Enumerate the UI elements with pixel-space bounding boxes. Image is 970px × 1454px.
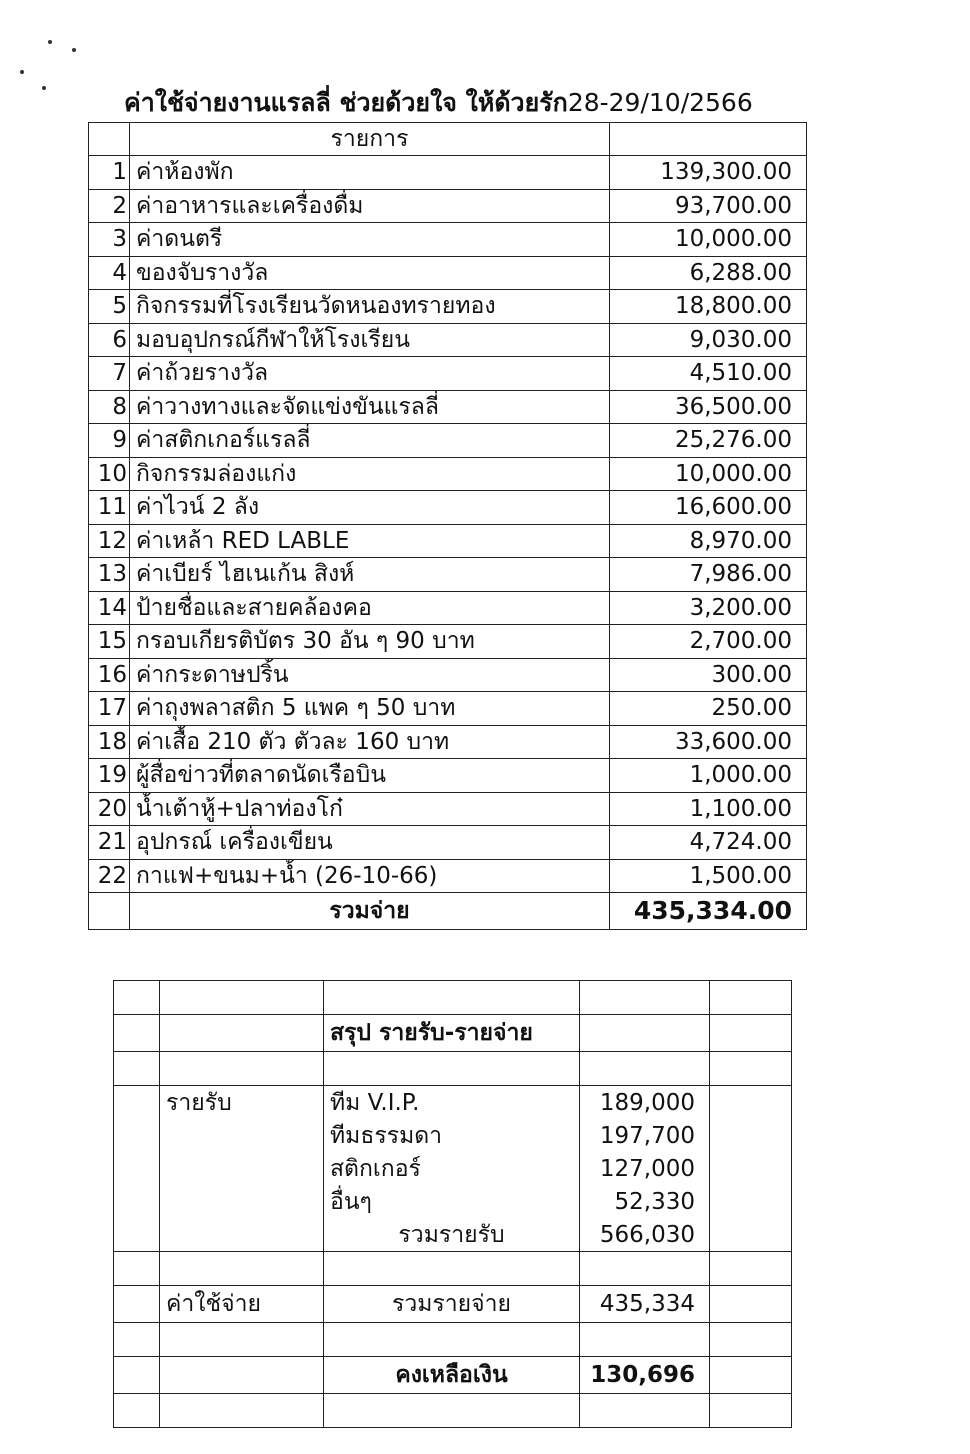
balance-label: คงเหลือเงิน <box>324 1357 580 1394</box>
expense-amount-cell: 18,800.00 <box>610 290 807 324</box>
expense-row <box>89 826 807 860</box>
expense-amount-cell: 25,276.00 <box>610 424 807 458</box>
expense-amount-cell: 33,600.00 <box>610 725 807 759</box>
total-label: รวมจ่าย <box>130 893 610 930</box>
income-row <box>114 1152 792 1185</box>
expense-amount-cell: 250.00 <box>610 692 807 726</box>
expense-row <box>89 223 807 257</box>
expense-row <box>89 859 807 893</box>
expense-row <box>89 658 807 692</box>
total-amount: 435,334.00 <box>610 893 807 930</box>
expense-row <box>89 189 807 223</box>
income-total-row <box>114 1218 792 1252</box>
summary-title-row <box>114 1015 792 1052</box>
expense-amount-cell: 300.00 <box>610 658 807 692</box>
expense-row <box>89 256 807 290</box>
expense-desc-cell: ค่าเสื้อ 210 ตัว ตัวละ 160 บาท <box>130 725 610 759</box>
expense-no-cell: 18 <box>89 725 130 759</box>
expense-header-row <box>89 123 807 156</box>
expense-no-cell: 3 <box>89 223 130 257</box>
expense-no-cell: 15 <box>89 625 130 659</box>
summary-blank-row <box>114 1323 792 1357</box>
expense-desc-cell: กิจกรรมที่โรงเรียนวัดหนองทรายทอง <box>130 290 610 324</box>
expense-row <box>89 524 807 558</box>
expense-row <box>89 759 807 793</box>
balance-amount: 130,696 <box>580 1357 710 1394</box>
scan-speck <box>20 70 24 74</box>
expense-row <box>89 491 807 525</box>
income-total-label: รวมรายรับ <box>324 1218 580 1252</box>
income-item-label: ทีม V.I.P. <box>324 1086 580 1120</box>
expense-desc-cell: ค่าถุงพลาสติก 5 แพค ๆ 50 บาท <box>130 692 610 726</box>
expense-amount-cell: 36,500.00 <box>610 390 807 424</box>
income-item-label: สติกเกอร์ <box>324 1152 580 1185</box>
expense-desc-cell: ค่าวางทางและจัดแข่งขันแรลลี่ <box>130 390 610 424</box>
income-item-amount: 197,700 <box>580 1119 710 1152</box>
expense-amount-cell: 10,000.00 <box>610 223 807 257</box>
summary-table <box>113 980 792 1428</box>
expense-no-cell: 9 <box>89 424 130 458</box>
expense-desc-cell: ค่าอาหารและเครื่องดื่ม <box>130 189 610 223</box>
expense-no-cell: 12 <box>89 524 130 558</box>
expense-amount-cell: 3,200.00 <box>610 591 807 625</box>
income-item-amount: 127,000 <box>580 1152 710 1185</box>
expense-no-cell: 19 <box>89 759 130 793</box>
expense-amount-cell: 139,300.00 <box>610 156 807 190</box>
expense-row <box>89 625 807 659</box>
expense-desc-cell: ผู้สื่อข่าวที่ตลาดนัดเรือบิน <box>130 759 610 793</box>
expense-desc-cell: กาแฟ+ขนม+น้ำ (26-10-66) <box>130 859 610 893</box>
expense-row <box>89 792 807 826</box>
expense-total-amount: 435,334 <box>580 1286 710 1323</box>
summary-blank-row <box>114 981 792 1015</box>
expense-amount-cell: 9,030.00 <box>610 323 807 357</box>
expense-amount-cell: 6,288.00 <box>610 256 807 290</box>
expense-row <box>89 156 807 190</box>
income-row <box>114 1119 792 1152</box>
expense-row <box>89 290 807 324</box>
income-item-amount: 189,000 <box>580 1086 710 1120</box>
expense-desc-cell: อุปกรณ์ เครื่องเขียน <box>130 826 610 860</box>
expense-row <box>89 725 807 759</box>
expense-no-cell: 13 <box>89 558 130 592</box>
expense-amount-cell: 16,600.00 <box>610 491 807 525</box>
expense-desc-cell: ค่าเหล้า RED LABLE <box>130 524 610 558</box>
expense-amount-cell: 4,724.00 <box>610 826 807 860</box>
expense-desc-cell: มอบอุปกรณ์กีฬาให้โรงเรียน <box>130 323 610 357</box>
expense-total-row <box>114 1286 792 1323</box>
scan-speck <box>72 48 76 52</box>
expense-desc-cell: กรอบเกียรติบัตร 30 อัน ๆ 90 บาท <box>130 625 610 659</box>
expense-no-cell: 2 <box>89 189 130 223</box>
expense-no-cell: 4 <box>89 256 130 290</box>
summary-title: สรุป รายรับ-รายจ่าย <box>324 1015 580 1052</box>
income-row <box>114 1185 792 1218</box>
expense-no-cell: 14 <box>89 591 130 625</box>
expense-row <box>89 424 807 458</box>
expense-row <box>89 692 807 726</box>
expense-desc-cell: ป้ายชื่อและสายคล้องคอ <box>130 591 610 625</box>
total-no-cell <box>89 893 130 930</box>
expense-row <box>89 591 807 625</box>
expense-amount-cell: 4,510.00 <box>610 357 807 391</box>
expense-amount-cell: 93,700.00 <box>610 189 807 223</box>
summary-blank-row <box>114 1252 792 1286</box>
income-total-amount: 566,030 <box>580 1218 710 1252</box>
header-no-cell <box>89 123 130 156</box>
expense-desc-cell: ค่าดนตรี <box>130 223 610 257</box>
expense-label: ค่าใช้จ่าย <box>160 1286 324 1323</box>
expense-desc-cell: ค่ากระดาษปริ้น <box>130 658 610 692</box>
expense-total-label: รวมรายจ่าย <box>324 1286 580 1323</box>
expense-row <box>89 558 807 592</box>
income-item-label: อื่นๆ <box>324 1185 580 1218</box>
expense-no-cell: 8 <box>89 390 130 424</box>
expense-no-cell: 6 <box>89 323 130 357</box>
income-item-label: ทีมธรรมดา <box>324 1119 580 1152</box>
expense-desc-cell: ค่าเบียร์ ไฮเนเก้น สิงห์ <box>130 558 610 592</box>
expense-table <box>88 122 807 930</box>
expense-amount-cell: 1,500.00 <box>610 859 807 893</box>
expense-desc-cell: ของจับรางวัล <box>130 256 610 290</box>
expense-no-cell: 21 <box>89 826 130 860</box>
expense-no-cell: 16 <box>89 658 130 692</box>
balance-row <box>114 1357 792 1394</box>
expense-desc-cell: ค่าสติกเกอร์แรลลี่ <box>130 424 610 458</box>
scan-speck <box>48 40 52 44</box>
expense-row <box>89 323 807 357</box>
expense-no-cell: 7 <box>89 357 130 391</box>
expense-total-row <box>89 893 807 930</box>
expense-amount-cell: 1,000.00 <box>610 759 807 793</box>
expense-no-cell: 17 <box>89 692 130 726</box>
expense-no-cell: 10 <box>89 457 130 491</box>
header-amount-cell <box>610 123 807 156</box>
expense-no-cell: 20 <box>89 792 130 826</box>
title-main: ค่าใช้จ่ายงานแรลลี่ ช่วยด้วยใจ ให้ด้วยรัก <box>124 88 568 117</box>
income-row <box>114 1086 792 1120</box>
expense-amount-cell: 8,970.00 <box>610 524 807 558</box>
expense-row <box>89 457 807 491</box>
expense-desc-cell: ค่าถ้วยรางวัล <box>130 357 610 391</box>
expense-desc-cell: ค่าห้องพัก <box>130 156 610 190</box>
header-item-cell: รายการ <box>130 123 610 156</box>
title-date: 28-29/10/2566 <box>567 88 753 117</box>
expense-desc-cell: ค่าไวน์ 2 ลัง <box>130 491 610 525</box>
income-label: รายรับ <box>160 1086 324 1120</box>
income-item-amount: 52,330 <box>580 1185 710 1218</box>
expense-desc-cell: น้ำเต้าหู้+ปลาท่องโก๋ <box>130 792 610 826</box>
expense-no-cell: 1 <box>89 156 130 190</box>
expense-amount-cell: 7,986.00 <box>610 558 807 592</box>
expense-no-cell: 22 <box>89 859 130 893</box>
summary-blank-row <box>114 1052 792 1086</box>
expense-row <box>89 357 807 391</box>
expense-amount-cell: 1,100.00 <box>610 792 807 826</box>
document-title <box>124 86 804 120</box>
expense-desc-cell: กิจกรรมล่องแก่ง <box>130 457 610 491</box>
expense-no-cell: 5 <box>89 290 130 324</box>
expense-row <box>89 390 807 424</box>
summary-blank-row <box>114 1394 792 1428</box>
expense-amount-cell: 2,700.00 <box>610 625 807 659</box>
expense-no-cell: 11 <box>89 491 130 525</box>
expense-amount-cell: 10,000.00 <box>610 457 807 491</box>
scan-speck <box>42 86 46 90</box>
